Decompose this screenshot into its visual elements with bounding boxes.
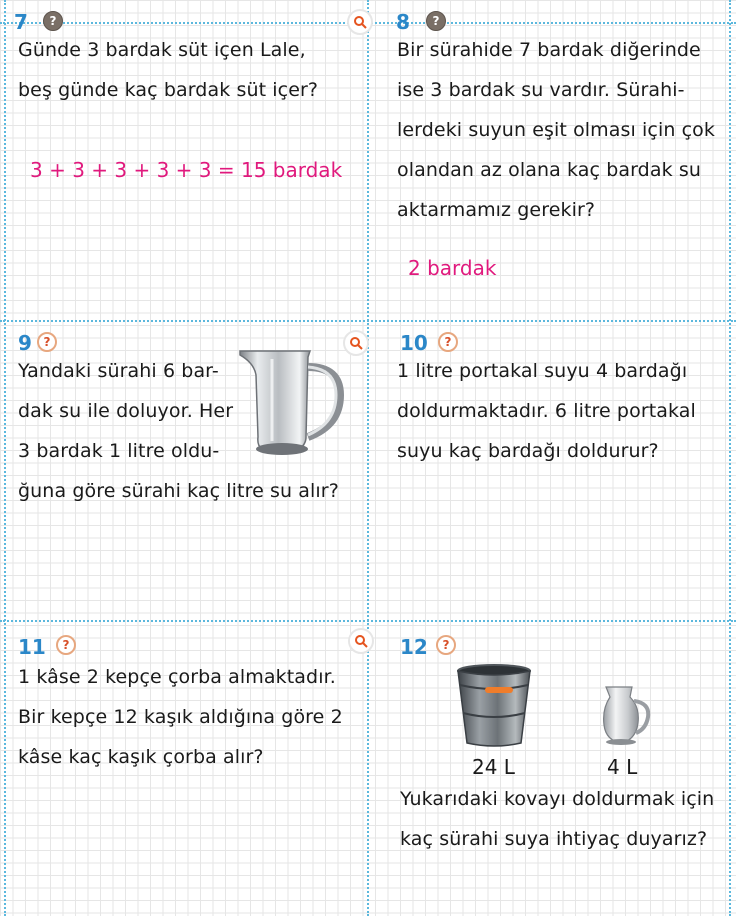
question-text-line: Bir kepçe 12 kaşık aldığına göre 2 xyxy=(18,706,343,728)
question-text-line: doldurmaktadır. 6 litre portakal xyxy=(397,400,696,422)
magnifier-icon xyxy=(349,336,363,350)
question-number: 7 xyxy=(14,10,28,34)
zoom-button[interactable] xyxy=(348,628,374,654)
pitcher-capacity-label: 4 L xyxy=(607,755,638,779)
question-number: 12 xyxy=(400,635,428,659)
question-mark-icon: ? xyxy=(56,635,76,655)
question-number: 8 xyxy=(396,10,410,34)
right-border xyxy=(729,0,731,916)
question-text-line: 1 litre portakal suyu 4 bardağı xyxy=(397,360,688,382)
question-number: 10 xyxy=(400,331,428,355)
question-text-line: Günde 3 bardak süt içen Lale, xyxy=(18,39,306,61)
bucket-capacity-label: 24 L xyxy=(472,755,515,779)
question-mark-icon: ? xyxy=(426,11,446,31)
question-mark-icon: ? xyxy=(438,332,458,352)
question-text-line: aktarmamız gerekir? xyxy=(397,199,596,221)
row-divider-2 xyxy=(0,620,736,622)
question-text-line: Bir sürahide 7 bardak diğerinde xyxy=(397,39,701,61)
question-text-line: kâse kaç kaşık çorba alır? xyxy=(18,746,264,768)
question-text-line: suyu kaç bardağı doldurur? xyxy=(397,440,659,462)
question-text-line: 3 bardak 1 litre oldu- xyxy=(18,440,220,462)
question-mark-icon: ? xyxy=(43,11,63,31)
magnifier-icon xyxy=(354,634,368,648)
zoom-button[interactable] xyxy=(347,9,373,35)
question-text-line: kaç sürahi suya ihtiyaç duyarız? xyxy=(400,828,708,850)
answer-text: 3 + 3 + 3 + 3 + 3 = 15 bardak xyxy=(30,158,343,182)
question-mark-icon: ? xyxy=(37,332,57,352)
bucket-image xyxy=(455,663,533,749)
row-divider-1 xyxy=(0,320,736,322)
question-text-line: dak su ile doluyor. Her xyxy=(18,400,234,422)
question-mark-icon: ? xyxy=(436,635,456,655)
magnifier-icon xyxy=(353,15,367,29)
zoom-button[interactable] xyxy=(343,330,369,356)
left-border xyxy=(4,0,6,916)
question-number: 11 xyxy=(18,635,46,659)
question-text-line: olandan az olana kaç bardak su xyxy=(397,159,701,181)
question-text-line: lerdeki suyun eşit olması için çok xyxy=(397,119,716,141)
question-text-line: 1 kâse 2 kepçe çorba almaktadır. xyxy=(18,666,336,688)
question-text-line: ğuna göre sürahi kaç litre su alır? xyxy=(18,480,339,502)
question-text-line: ise 3 bardak su vardır. Sürahi- xyxy=(397,79,685,101)
question-text-line: Yukarıdaki kovayı doldurmak için xyxy=(400,788,715,810)
question-text-line: Yandaki sürahi 6 bar- xyxy=(18,360,219,382)
glass-pitcher-image xyxy=(236,345,344,461)
question-number: 9 xyxy=(18,331,32,355)
answer-text: 2 bardak xyxy=(408,256,497,280)
pitcher-image xyxy=(598,683,652,747)
column-divider xyxy=(367,0,369,916)
question-text-line: beş günde kaç bardak süt içer? xyxy=(18,79,319,101)
